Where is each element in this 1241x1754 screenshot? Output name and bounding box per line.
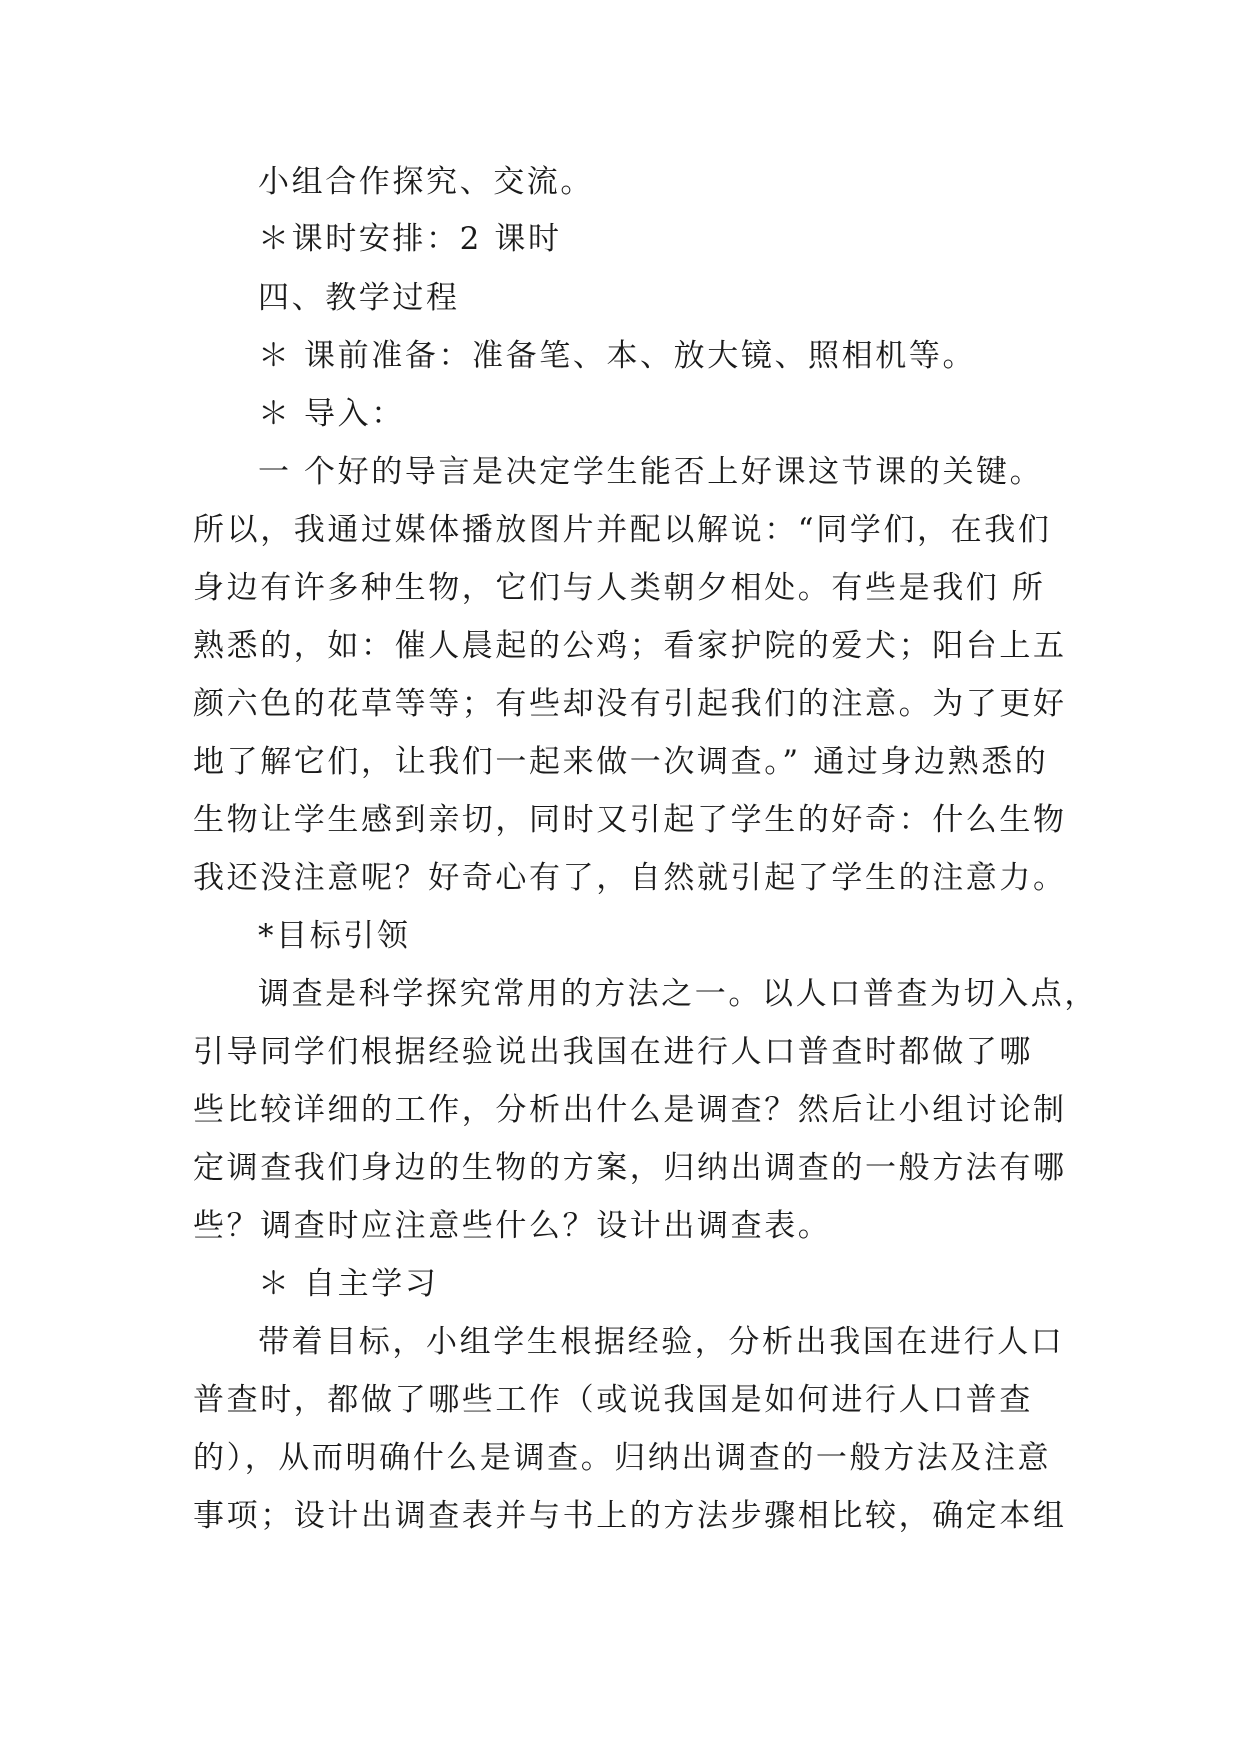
section-heading: 四、教学过程 [258,280,460,316]
text-line: 熟悉的，如：催人晨起的公鸡；看家护院的爱犬；阳台上五 [193,628,1067,664]
text-line: 我还没注意呢？好奇心有了，自然就引起了学生的注意力。 [193,860,1067,896]
text-line: ＊ 导入： [258,396,405,432]
text-line: ＊ 自主学习 [258,1266,439,1302]
text-line: 定调查我们身边的生物的方案，归纳出调查的一般方法有哪 [193,1150,1067,1186]
text-line: 身边有许多种生物，它们与人类朝夕相处。有些是我们 所 [193,570,1046,606]
text-line: 的），从而明确什么是调查。归纳出调查的一般方法及注意 [193,1440,1052,1476]
text-line: 引导同学们根据经验说出我国在进行人口普查时都做了哪 [193,1034,1033,1070]
text-line: 些比较详细的工作，分析出什么是调查？然后让小组讨论制 [193,1092,1067,1128]
text-line: ＊ 课前准备：准备笔、本、放大镜、照相机等。 [258,338,977,374]
text-line: *目标引领 [258,918,411,954]
text-line: 普查时，都做了哪些工作（或说我国是如何进行人口普查 [193,1382,1033,1418]
text-line: 所以，我通过媒体播放图片并配以解说：“同学们，在我们 [193,512,1052,548]
text-line: 地了解它们，让我们一起来做一次调查。” 通过身边熟悉的 [193,744,1049,780]
text-line: 颜六色的花草等等；有些却没有引起我们的注意。为了更好 [193,686,1067,722]
text-line: 一 个好的导言是决定学生能否上好课这节课的关键。 [258,454,1044,490]
text-line: 些？调查时应注意些什么？设计出调查表。 [193,1208,832,1244]
text-line: 调查是科学探究常用的方法之一。以人口普查为切入点， [258,976,1098,1012]
text-line: 带着目标，小组学生根据经验，分析出我国在进行人口 [258,1324,1065,1360]
text-line: ＊课时安排：2 课时 [258,221,562,257]
text-line: 小组合作探究、交流。 [258,164,594,200]
text-line: 生物让学生感到亲切，同时又引起了学生的好奇：什么生物 [193,802,1067,838]
text-line: 事项；设计出调查表并与书上的方法步骤相比较，确定本组 [193,1498,1067,1534]
